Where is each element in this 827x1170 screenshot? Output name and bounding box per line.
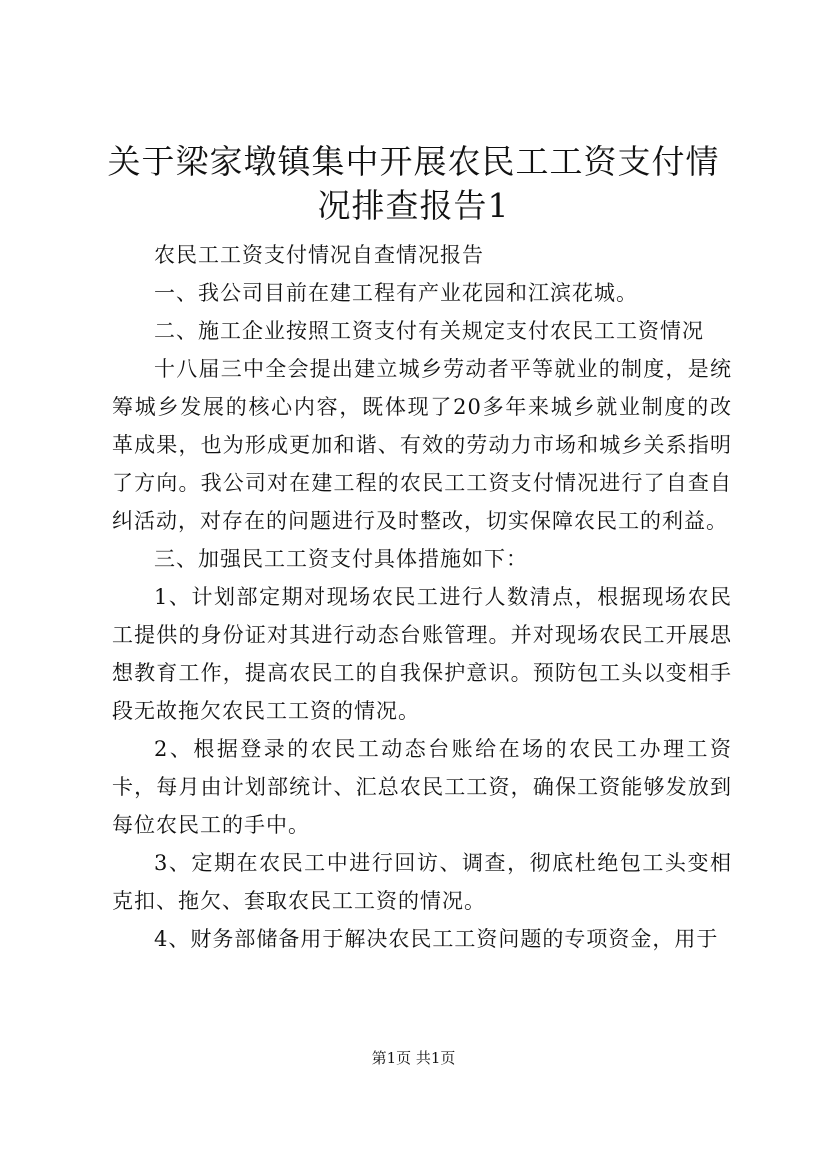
paragraph-measure-3: 3、定期在农民工中进行回访、调查，彻底杜绝包工头变相克扣、拖欠、套取农民工工资的情况。 (112, 851, 732, 913)
document-title: 关于梁家墩镇集中开展农民工工资支付情况排查报告1 (107, 142, 720, 225)
paragraph-measure-2: 2、根据登录的农民工动态台账给在场的农民工办理工资卡，每月由计划部统计、汇总农民工工资，确保工资能够发放到每位农民工的手中。 (112, 737, 732, 837)
paragraph-section-3: 三、加强民工工资支付具体措施如下： (154, 547, 528, 571)
document-body (112, 236, 732, 958)
paragraph-section-2: 二、施工企业按照工资支付有关规定支付农民工工资情况 (154, 319, 704, 343)
paragraph-section-1: 一、我公司目前在建工程有产业花园和江滨花城。 (154, 281, 638, 305)
paragraph-measure-1: 1、计划部定期对现场农民工进行人数清点，根据现场农民工提供的身份证对其进行动态台账管理。并对现场农民工开展思想教育工作，提高农民工的自我保护意识。预防包工头以变相手段无故拖欠农民工工资的情况。 (112, 585, 732, 723)
paragraph-report-heading: 农民工工资支付情况自查情况报告 (154, 243, 484, 267)
page-footer: 第1页 共1页 (371, 1049, 456, 1067)
paragraph-background: 十八届三中全会提出建立城乡劳动者平等就业的制度，是统筹城乡发展的核心内容，既体现了20多年来城乡就业制度的改革成果，也为形成更加和谐、有效的劳动力市场和城乡关系指明了方向。我公司对在建工程的农民工工资支付情况进行了自查自纠活动，对存在的问题进行及时整改，切实保障农民工的利益。 (112, 357, 732, 533)
paragraph-measure-4: 4、财务部储备用于解决农民工工资问题的专项资金，用于 (154, 927, 719, 951)
